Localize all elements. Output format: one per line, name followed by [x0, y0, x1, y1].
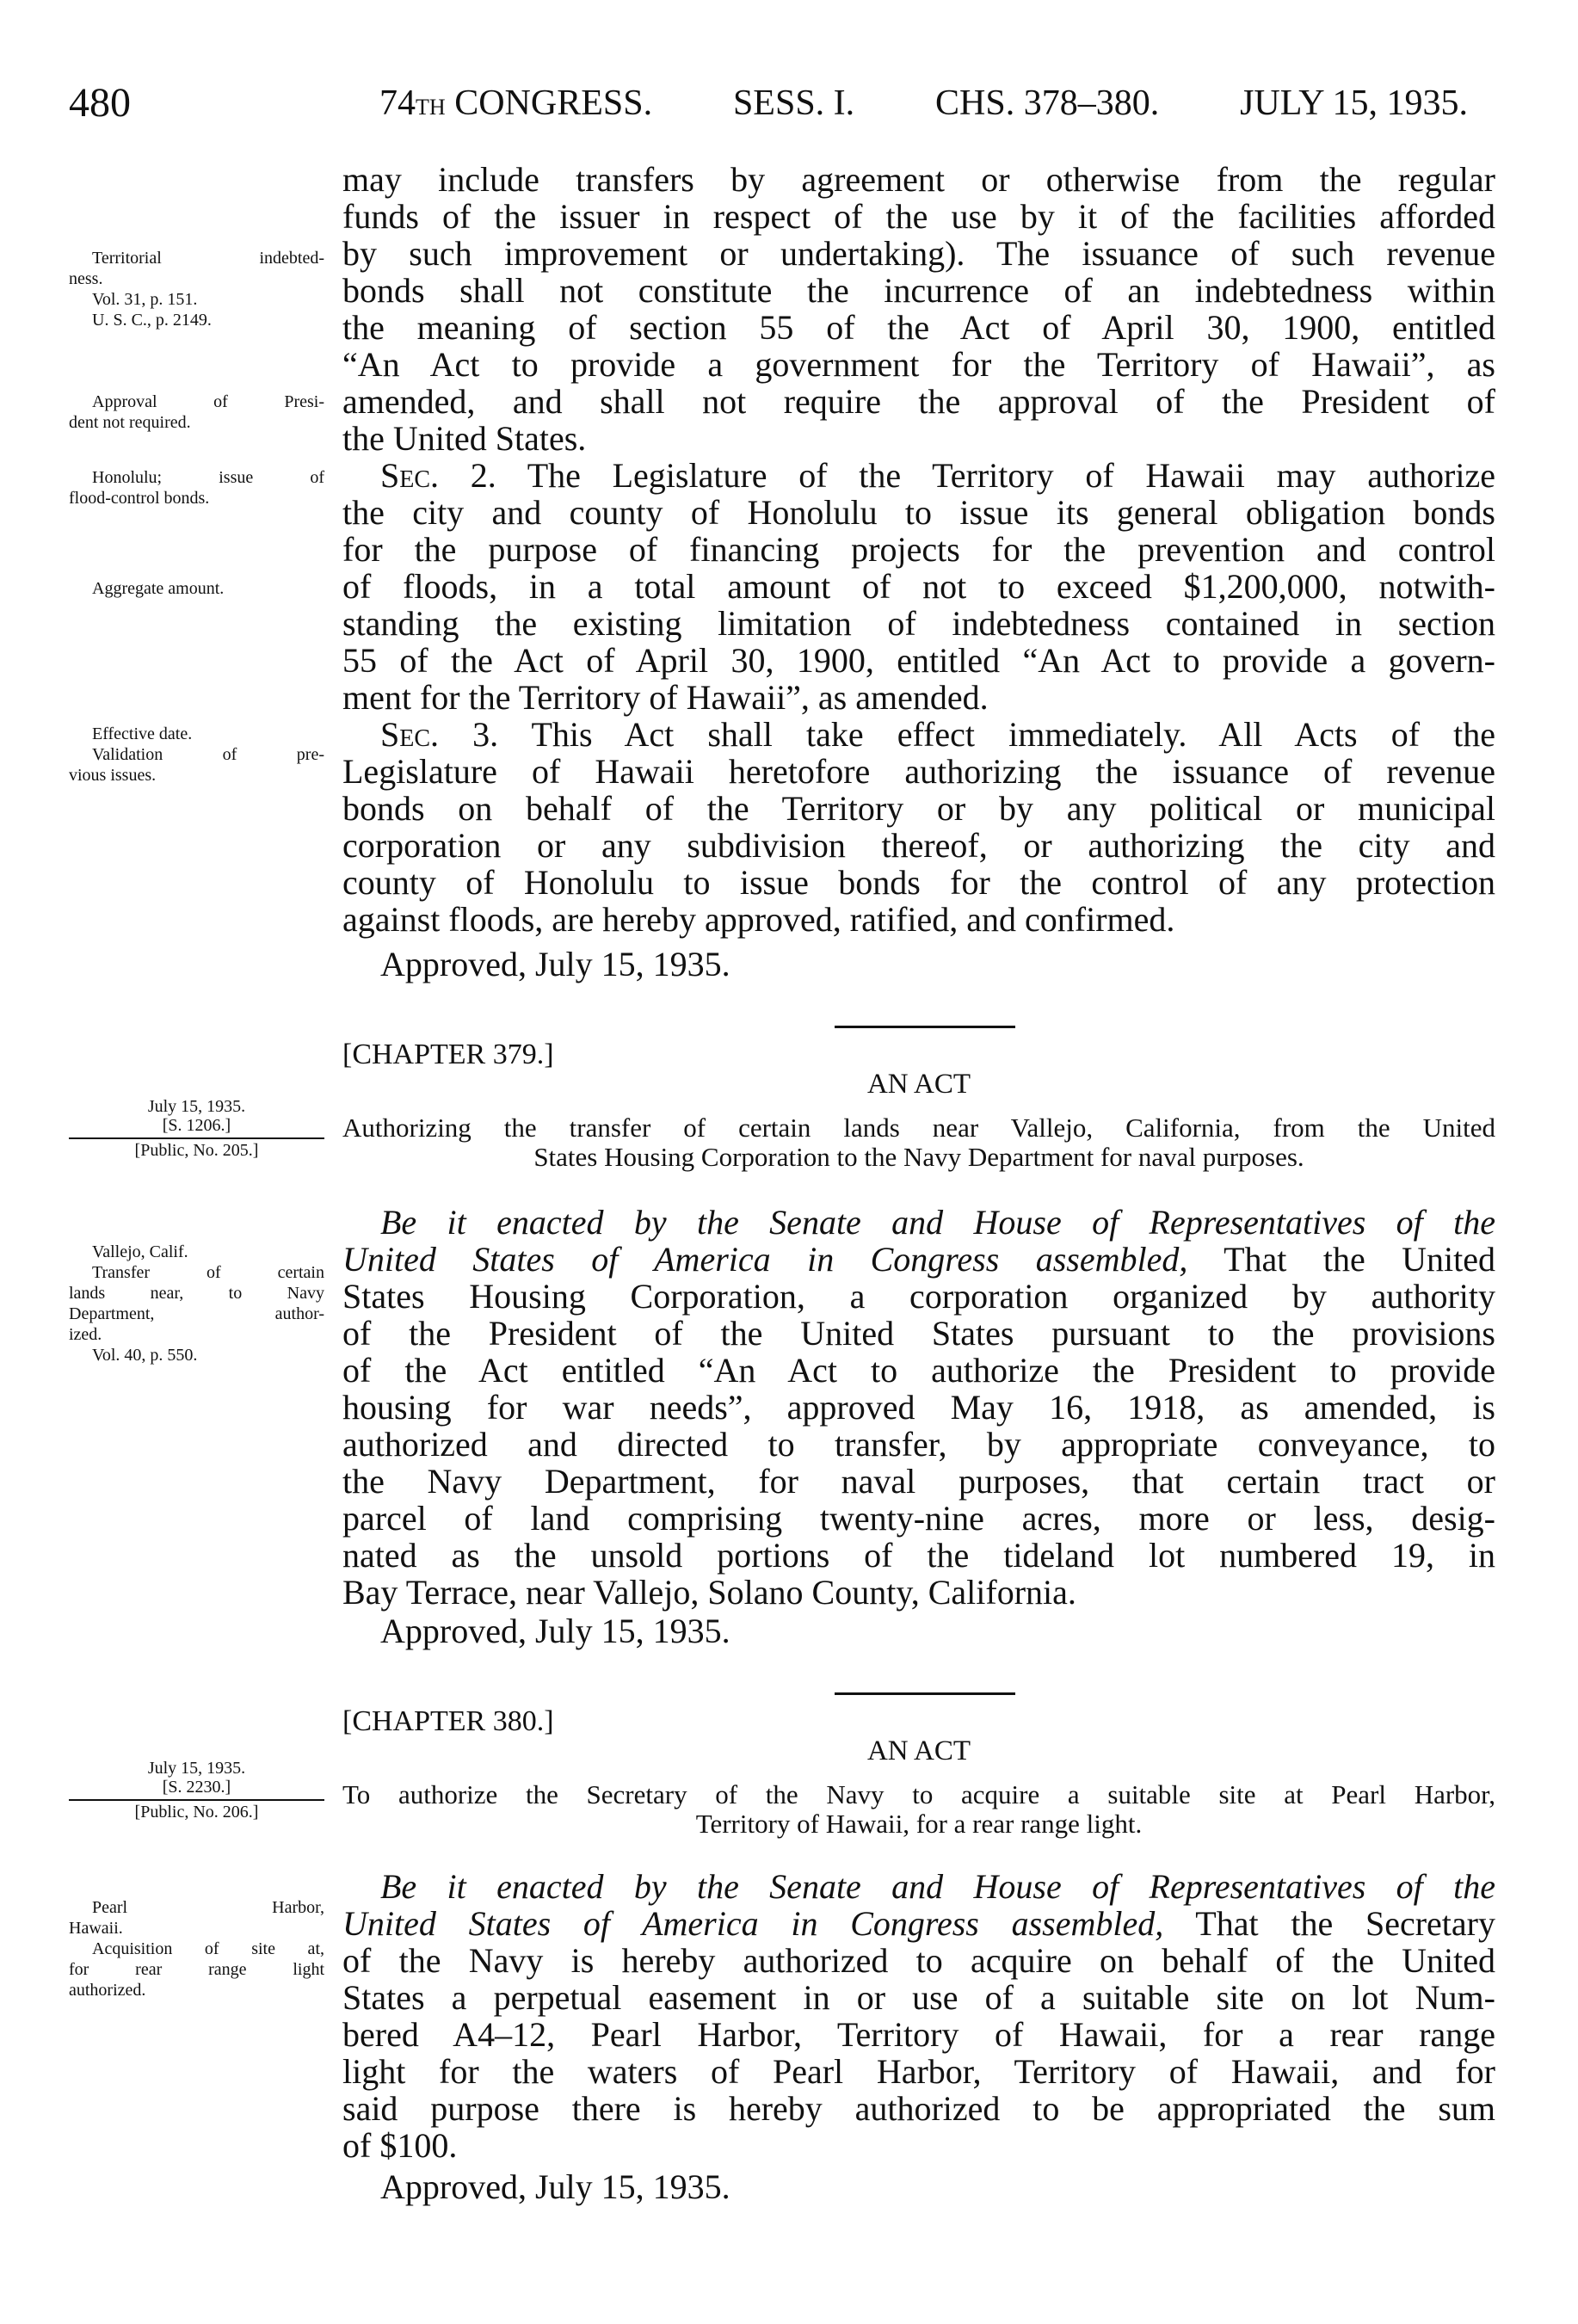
text-line: [342, 1426, 1495, 1463]
text-line: [69, 1345, 324, 1365]
running-head-congress: [379, 81, 652, 130]
text-line: [342, 642, 1495, 679]
text-line: [69, 268, 324, 289]
text-line: [342, 827, 1495, 864]
text-segment: the meaning of section 55 of the Act of April 30, 1900, entitled: [342, 308, 1495, 347]
text-segment: States a perpetual easement in or use of a suitable site on lot Num-: [342, 1978, 1495, 2017]
text-segment: States Housing Corporation, a corporation organized by authority: [342, 1277, 1495, 1316]
text-line: [342, 1979, 1495, 2016]
text-segment: Vol. 31, p. 151.: [92, 290, 198, 309]
text-line: [342, 1868, 1495, 1905]
text-line: [342, 1537, 1495, 1574]
page-number: 480: [69, 80, 131, 126]
act-title-line: Territory of Hawaii, for a rear range light.: [695, 1809, 1143, 1839]
citation-public-law: [Public, No. 205.]: [134, 1141, 259, 1160]
text-line: [342, 1352, 1495, 1389]
section-label: Sec.: [380, 715, 440, 754]
text-line: [342, 679, 1495, 716]
text-segment: bonds on behalf of the Territory or by any political or municipal: [342, 789, 1495, 828]
text-segment: housing for war needs”, approved May 16, 1918, as amended, is: [342, 1388, 1495, 1427]
an-act-heading: AN ACT: [866, 1735, 971, 1766]
text-line: [69, 1897, 324, 1918]
citation-public-law: [Public, No. 206.]: [134, 1803, 259, 1822]
text-line: [342, 568, 1495, 605]
text-line: [342, 864, 1495, 901]
text-line: [69, 1283, 324, 1304]
text-line: [69, 310, 324, 330]
margin-note-territorial-indebtedness: [69, 248, 324, 330]
text-line: [69, 1939, 324, 1959]
section-2: [342, 457, 1495, 716]
text-line: [342, 235, 1495, 272]
text-line: [342, 1905, 1495, 1942]
text-segment: Honolulu; issue of: [92, 468, 324, 487]
running-head-session: SESS. I.: [732, 83, 855, 123]
text-segment: standing the existing limitation of indebtedness contained in section: [342, 604, 1495, 643]
running-head-chapters: CHS. 378–380.: [935, 83, 1160, 123]
margin-note-aggregate: [69, 578, 324, 599]
text-line: [342, 309, 1495, 346]
text-segment: Pearl Harbor,: [92, 1898, 324, 1917]
text-line: [69, 391, 324, 412]
margin-note-vallejo: [69, 1242, 324, 1365]
approval-line: Approved, July 15, 1935.: [380, 2167, 730, 2206]
text-segment: Aggregate amount.: [92, 579, 225, 598]
text-line: [342, 1463, 1495, 1500]
text-segment: authorized.: [69, 1981, 146, 2000]
citation-rule: [69, 1799, 324, 1801]
text-line: [69, 1980, 324, 2000]
margin-note-pearl-harbor: [69, 1897, 324, 2000]
text-line: [342, 198, 1495, 235]
text-segment: That the Secretary: [1163, 1904, 1495, 1943]
chapter-divider: [835, 1692, 1015, 1695]
text-segment: the Navy Department, for naval purposes, that certain tract or: [342, 1462, 1495, 1501]
margin-note-approval: [69, 391, 324, 433]
text-segment: ment for the Territory of Hawaii”, as amended.: [342, 678, 989, 717]
citation-date: July 15, 1935.: [147, 1759, 246, 1778]
text-segment: bonds shall not constitute the incurrence of an indebtedness within: [342, 271, 1495, 310]
text-segment: county of Honolulu to issue bonds for the control of any protection: [342, 863, 1495, 902]
text-segment: 2. The Legislature of the Territory of Hawaii may authorize: [439, 456, 1495, 495]
italic-text: United States of America in Congress assembled,: [342, 1240, 1188, 1279]
margin-note-effective-date: [69, 724, 324, 786]
text-line: [69, 488, 324, 509]
text-segment: light for the waters of Pearl Harbor, Territory of Hawaii, and for: [342, 2052, 1495, 2091]
text-line: [342, 2053, 1495, 2090]
text-line: [69, 248, 324, 268]
text-segment: the city and county of Honolulu to issue its general obligation bonds: [342, 493, 1495, 532]
text-line: [342, 1241, 1495, 1278]
text-line: [342, 2016, 1495, 2053]
act-title-line: Authorizing the transfer of certain lands near Vallejo, California, from the United: [342, 1113, 1495, 1143]
italic-text: United States of America in Congress assembled,: [342, 1904, 1164, 1943]
text-line: [342, 1315, 1495, 1352]
text-line: [342, 1278, 1495, 1315]
text-line: [69, 744, 324, 765]
act-title-line: States Housing Corporation to the Navy Department for naval purposes.: [533, 1142, 1304, 1172]
text-segment: Hawaii.: [69, 1919, 123, 1938]
text-segment: Legislature of Hawaii heretofore authorizing the issuance of revenue: [342, 752, 1495, 791]
text-line: [69, 578, 324, 599]
text-line: [342, 753, 1495, 790]
chapter-380-citation: [69, 1759, 324, 1822]
text-line: [342, 1389, 1495, 1426]
text-segment: lands near, to Navy: [69, 1284, 324, 1303]
text-line: [69, 1918, 324, 1939]
text-segment: dent not required.: [69, 413, 191, 432]
text-segment: Acquisition of site at,: [92, 1939, 324, 1958]
section-3: [342, 716, 1495, 938]
text-line: [342, 161, 1495, 198]
text-segment: Bay Terrace, near Vallejo, Solano County, California.: [342, 1573, 1076, 1612]
text-line: [69, 1959, 324, 1980]
act-title-line: To authorize the Secretary of the Navy to acquire a suitable site at Pearl Harbor,: [342, 1779, 1495, 1809]
text-segment: Validation of pre-: [92, 745, 324, 764]
text-segment: for the purpose of financing projects for the prevention and control: [342, 530, 1495, 569]
running-head-date: JULY 15, 1935.: [1240, 83, 1468, 123]
text-line: [69, 1262, 324, 1283]
citation-bill: [S. 2230.]: [162, 1778, 231, 1797]
text-line: [342, 2127, 1495, 2164]
italic-text: Be it enacted by the Senate and House of Representatives of the: [380, 1203, 1495, 1242]
text-segment: ized.: [69, 1325, 102, 1344]
text-segment: vious issues.: [69, 766, 157, 785]
chapter-label: [CHAPTER 379.]: [342, 1039, 554, 1070]
chapter-379-citation: [69, 1097, 324, 1160]
text-segment: by such improvement or undertaking). The issuance of such revenue: [342, 234, 1495, 273]
text-line: [69, 467, 324, 488]
text-segment: the United States.: [342, 419, 587, 458]
section-label: Sec.: [380, 456, 440, 495]
text-line: [342, 1574, 1495, 1611]
text-segment: Transfer of certain: [92, 1263, 324, 1282]
text-line: [69, 724, 324, 744]
text-line: [342, 716, 1495, 753]
enacting-text: [342, 1868, 1495, 2164]
text-segment: said purpose there is hereby authorized to be appropriated the sum: [342, 2089, 1495, 2128]
text-line: [342, 531, 1495, 568]
text-line: [342, 346, 1495, 383]
text-segment: may include transfers by agreement or otherwise from the regular: [342, 160, 1495, 199]
text-segment: ness.: [69, 269, 103, 288]
text-line: [342, 1942, 1495, 1979]
text-line: [342, 420, 1495, 457]
citation-date: July 15, 1935.: [147, 1097, 246, 1116]
text-segment: Territorial indebted-: [92, 249, 324, 268]
text-segment: U. S. C., p. 2149.: [92, 311, 212, 330]
paragraph-continuation: [342, 161, 1495, 457]
chapter-divider: [835, 1026, 1015, 1028]
enacting-text: [342, 1204, 1495, 1611]
text-line: [342, 605, 1495, 642]
text-line: [342, 383, 1495, 420]
approval-line: Approved, July 15, 1935.: [380, 1612, 730, 1650]
text-line: [342, 457, 1495, 494]
text-segment: against floods, are hereby approved, ratified, and confirmed.: [342, 900, 1175, 939]
text-segment: bered A4–12, Pearl Harbor, Territory of Hawaii, for a rear range: [342, 2015, 1495, 2054]
text-segment: parcel of land comprising twenty-nine acres, more or less, desig-: [342, 1499, 1495, 1538]
text-segment: nated as the unsold portions of the tideland lot numbered 19, in: [342, 1536, 1495, 1575]
text-segment: Vol. 40, p. 550.: [92, 1346, 198, 1365]
text-line: [342, 494, 1495, 531]
text-segment: corporation or any subdivision thereof, or authorizing the city and: [342, 826, 1495, 865]
italic-text: Be it enacted by the Senate and House of Representatives of the: [380, 1867, 1495, 1906]
text-segment: Department, author-: [69, 1304, 324, 1323]
text-line: [342, 790, 1495, 827]
text-segment: Vallejo, Calif.: [92, 1242, 188, 1261]
text-line: [69, 765, 324, 786]
text-segment: “An Act to provide a government for the Territory of Hawaii”, as: [342, 345, 1495, 384]
running-head: [379, 81, 1468, 130]
text-line: [69, 412, 324, 433]
citation-rule: [69, 1137, 324, 1139]
text-segment: authorized and directed to transfer, by appropriate conveyance, to: [342, 1425, 1495, 1464]
text-line: [342, 272, 1495, 309]
text-segment: 3. This Act shall take effect immediately. All Acts of the: [439, 715, 1495, 754]
text-segment: of the Navy is hereby authorized to acquire on behalf of the United: [342, 1941, 1495, 1980]
text-segment: funds of the issuer in respect of the use by it of the facilities afforded: [342, 197, 1495, 236]
text-segment: of the Act entitled “An Act to authorize the President to provide: [342, 1351, 1495, 1390]
chapter-label: [CHAPTER 380.]: [342, 1705, 554, 1737]
margin-note-honolulu: [69, 467, 324, 509]
act-title: [342, 1780, 1495, 1839]
text-line: [342, 1500, 1495, 1537]
text-segment: 55 of the Act of April 30, 1900, entitled “An Act to provide a govern-: [342, 641, 1495, 680]
text-segment: for rear range light: [69, 1960, 324, 1979]
citation-bill: [S. 1206.]: [162, 1116, 231, 1135]
act-title: [342, 1113, 1495, 1172]
text-line: [69, 1324, 324, 1345]
congress-number: 74: [379, 83, 416, 123]
text-line: [69, 1242, 324, 1262]
text-segment: amended, and shall not require the approval of the President of: [342, 382, 1495, 421]
text-segment: Approval of Presi-: [92, 392, 324, 411]
approval-line: Approved, July 15, 1935.: [380, 945, 730, 983]
text-segment: of the President of the United States pursuant to the provisions: [342, 1314, 1495, 1353]
an-act-heading: AN ACT: [866, 1069, 971, 1100]
text-line: [342, 901, 1495, 938]
text-line: [342, 2090, 1495, 2127]
congress-label: CONGRESS.: [454, 83, 653, 123]
congress-suffix: TH: [416, 95, 446, 120]
text-line: [69, 289, 324, 310]
text-line: [69, 1304, 324, 1324]
text-segment: Effective date.: [92, 724, 193, 743]
text-segment: of floods, in a total amount of not to exceed $1,200,000, notwith-: [342, 567, 1495, 606]
text-segment: of $100.: [342, 2126, 458, 2165]
text-segment: flood-control bonds.: [69, 489, 210, 508]
text-line: [342, 1204, 1495, 1241]
text-segment: That the United: [1187, 1240, 1496, 1279]
